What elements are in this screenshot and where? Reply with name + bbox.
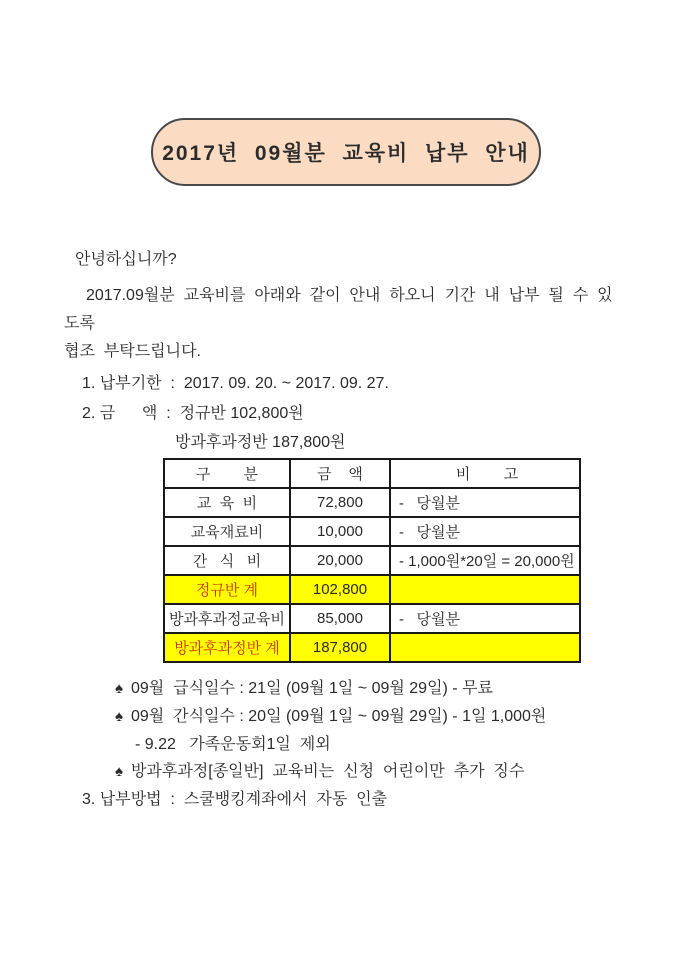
note-snack-days — [115, 703, 546, 726]
intro-paragraph — [64, 282, 624, 366]
intro-line-1: 2017.09월분 교육비를 아래와 같이 안내 하오니 기간 내 납부 될 수 있도록 — [64, 287, 613, 332]
row-label: 방과후과정교육비 — [164, 604, 290, 633]
spade-bullet-icon: ♠ — [115, 680, 123, 697]
row-note: - 당월분 — [390, 604, 580, 633]
row-amount: 187,800 — [290, 633, 390, 662]
note-afterschool-fee — [115, 758, 524, 781]
header-amount: 금 액 — [290, 459, 390, 488]
row-note — [390, 575, 580, 604]
table-row-afterschool-total — [164, 633, 580, 662]
row-note: - 1,000원*20일 = 20,000원 — [390, 546, 580, 575]
header-category: 구 분 — [164, 459, 290, 488]
row-label: 방과후과정반 계 — [164, 633, 290, 662]
item-payment-method: 3. 납부방법 : 스쿨뱅킹계좌에서 자동 인출 — [82, 791, 388, 808]
item-amount-afterschool: 방과후과정반 187,800원 — [175, 434, 346, 451]
row-amount: 102,800 — [290, 575, 390, 604]
row-label: 간 식 비 — [164, 546, 290, 575]
spade-bullet-icon: ♠ — [115, 708, 123, 725]
row-label: 정규반 계 — [164, 575, 290, 604]
fee-table — [163, 458, 581, 663]
note-text: 09월 급식일수 : 21일 (09월 1일 ~ 09월 29일) - 무료 — [130, 680, 493, 697]
header-note: 비 고 — [390, 459, 580, 488]
page-title: 2017년 09월분 교육비 납부 안내 — [162, 142, 530, 165]
table-row — [164, 604, 580, 633]
row-label: 교육재료비 — [164, 517, 290, 546]
note-snack-exception: - 9.22 가족운동회1일 제외 — [135, 736, 331, 753]
note-text: 09월 간식일수 : 20일 (09월 1일 ~ 09월 29일) - 1일 1,000원 — [130, 708, 547, 725]
note-text: 방과후과정[종일반] 교육비는 신청 어린이만 추가 징수 — [130, 763, 525, 780]
row-note: - 당월분 — [390, 488, 580, 517]
item-payment-deadline: 1. 납부기한 : 2017. 09. 20. ~ 2017. 09. 27. — [82, 375, 389, 392]
fee-table-header-row — [164, 459, 580, 488]
title-banner — [151, 118, 541, 186]
table-row — [164, 517, 580, 546]
table-row — [164, 546, 580, 575]
row-amount: 20,000 — [290, 546, 390, 575]
row-amount: 85,000 — [290, 604, 390, 633]
table-row — [164, 488, 580, 517]
row-amount: 72,800 — [290, 488, 390, 517]
row-note — [390, 633, 580, 662]
row-note: - 당월분 — [390, 517, 580, 546]
note-meal-days — [115, 675, 493, 698]
spade-bullet-icon: ♠ — [115, 763, 123, 780]
row-amount: 10,000 — [290, 517, 390, 546]
table-row-regular-total — [164, 575, 580, 604]
row-label: 교 육 비 — [164, 488, 290, 517]
greeting-text: 안녕하십니까? — [75, 251, 177, 268]
item-amount: 2. 금 액 : 정규반 102,800원 — [82, 405, 304, 422]
intro-line-2: 협조 부탁드립니다. — [64, 343, 201, 360]
